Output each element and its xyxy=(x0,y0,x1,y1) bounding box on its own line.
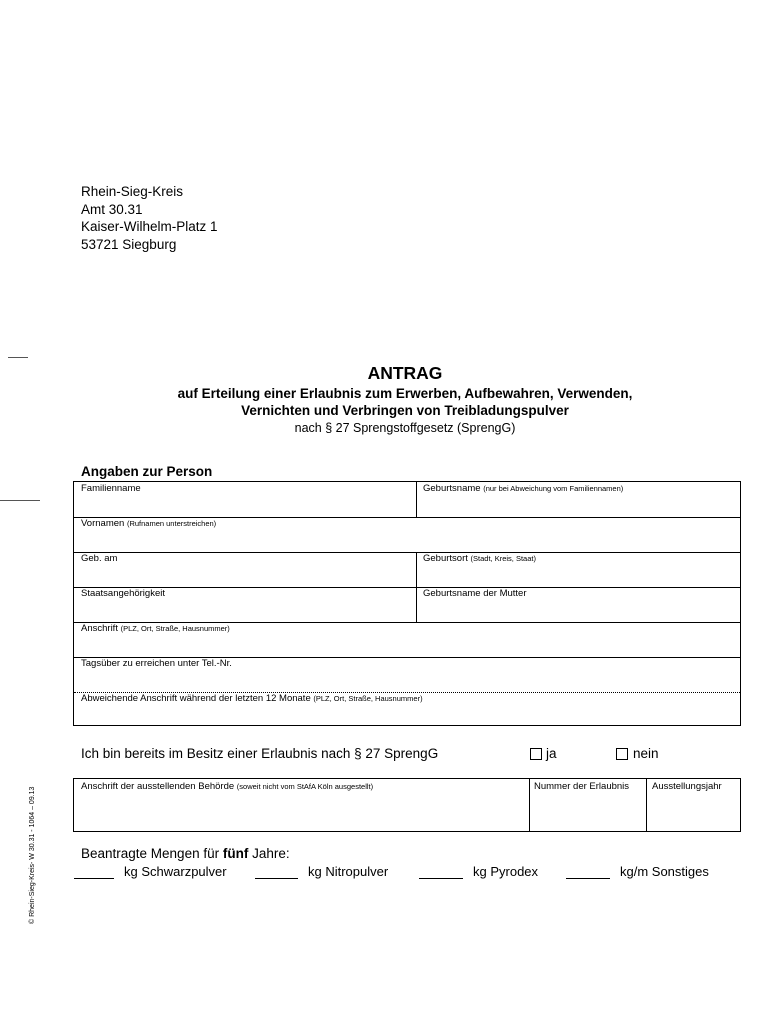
abweichende-anschrift-label: Abweichende Anschrift während der letzten 12 Monate xyxy=(81,693,311,704)
geb-am-label: Geb. am xyxy=(81,553,118,564)
vornamen-hint: (Rufnamen unterstreichen) xyxy=(126,519,217,528)
behoerde-hint: (soweit nicht vom StAfA Köln ausgestellt) xyxy=(236,782,374,791)
familienname-label: Familienname xyxy=(81,483,141,494)
jahr-label: Ausstellungsjahr xyxy=(652,781,722,792)
geburtsort-label: Geburtsort xyxy=(423,553,468,564)
address-line-4: 53721 Siegburg xyxy=(81,236,177,252)
pyrodex-input[interactable] xyxy=(419,863,463,879)
document-title: ANTRAG xyxy=(367,363,443,383)
mengen-label-post: Jahre: xyxy=(248,846,290,861)
nummer-field[interactable] xyxy=(534,781,629,792)
address-line-2: Amt 30.31 xyxy=(81,201,143,217)
nitropulver-label: kg Nitropulver xyxy=(308,864,389,879)
nitropulver-input[interactable] xyxy=(255,863,298,879)
erlaubnis-form xyxy=(73,778,741,832)
anschrift-hint: (PLZ, Ort, Straße, Hausnummer) xyxy=(120,624,230,633)
mengen-label-bold: fünf xyxy=(222,846,249,861)
nein-checkbox[interactable] xyxy=(616,748,628,760)
nein-label: nein xyxy=(633,746,659,761)
anschrift-field[interactable] xyxy=(81,623,230,634)
subtitle-line-2: Vernichten und Verbringen von Treibladungspulver xyxy=(241,403,569,418)
sonstiges-input[interactable] xyxy=(566,863,610,879)
geburtsdatum-field[interactable] xyxy=(81,553,117,564)
anschrift-label: Anschrift xyxy=(81,623,118,634)
person-form xyxy=(73,481,741,726)
staatsangehoerigkeit-label: Staatsangehörigkeit xyxy=(81,588,165,599)
subtitle-line-3: nach § 27 Sprengstoffgesetz (SprengG) xyxy=(294,421,516,435)
geburtsname-mutter-label: Geburtsname der Mutter xyxy=(423,588,527,599)
schwarzpulver-input[interactable] xyxy=(74,863,114,879)
schwarzpulver-label: kg Schwarzpulver xyxy=(124,864,227,879)
abweichende-anschrift-hint: (PLZ, Ort, Straße, Hausnummer) xyxy=(313,694,423,703)
geburtsort-hint: (Stadt, Kreis, Staat) xyxy=(470,554,536,563)
erlaubnis-question: Ich bin bereits im Besitz einer Erlaubnis nach § 27 SprengG xyxy=(81,746,439,761)
staatsangehoerigkeit-field[interactable] xyxy=(81,588,165,599)
address-line-1: Rhein-Sieg-Kreis xyxy=(81,184,184,199)
behoerde-label: Anschrift der ausstellenden Behörde xyxy=(81,781,235,792)
abweichende-anschrift-field[interactable] xyxy=(81,693,423,704)
vornamen-field[interactable] xyxy=(81,518,216,529)
behoerde-field[interactable] xyxy=(81,781,373,792)
geburtsname-mutter-field[interactable] xyxy=(423,588,527,599)
fold-mark-middle xyxy=(0,500,40,501)
pyrodex-entry xyxy=(419,863,538,879)
sonstiges-label: kg/m Sonstiges xyxy=(620,864,709,879)
telefon-label: Tagsüber zu erreichen unter Tel.-Nr. xyxy=(81,658,232,669)
mengen-heading xyxy=(81,846,290,861)
nitropulver-entry xyxy=(255,863,388,879)
section-title-person: Angaben zur Person xyxy=(81,464,213,479)
sonstiges-entry xyxy=(566,863,709,879)
vornamen-label: Vornamen xyxy=(81,518,125,529)
mengen-label-pre: Beantragte Mengen für xyxy=(81,846,223,861)
geburtsname-hint: (nur bei Abweichung vom Familiennamen) xyxy=(483,484,624,493)
subtitle-line-1: auf Erteilung einer Erlaubnis zum Erwerben, Aufbewahren, Verwenden, xyxy=(177,386,633,401)
recipient-address xyxy=(81,183,218,253)
geburtsname-field[interactable] xyxy=(423,483,623,494)
address-line-3: Kaiser-Wilhelm-Platz 1 xyxy=(81,219,218,234)
ja-checkbox[interactable] xyxy=(530,748,542,760)
geburtsort-field[interactable] xyxy=(423,553,536,564)
nummer-label: Nummer der Erlaubnis xyxy=(534,781,630,792)
copyright-side-text: © Rhein-Sieg-Kreis- W 30.31 - 1064 – 09.13 xyxy=(29,786,36,924)
telefon-field[interactable] xyxy=(81,658,232,669)
geburtsname-label: Geburtsname xyxy=(423,483,481,494)
pyrodex-label: kg Pyrodex xyxy=(473,864,539,879)
familienname-field[interactable] xyxy=(81,483,141,494)
schwarzpulver-entry xyxy=(74,863,227,879)
jahr-field[interactable] xyxy=(652,781,722,792)
fold-mark-top xyxy=(8,357,28,358)
ja-label: ja xyxy=(546,746,557,761)
